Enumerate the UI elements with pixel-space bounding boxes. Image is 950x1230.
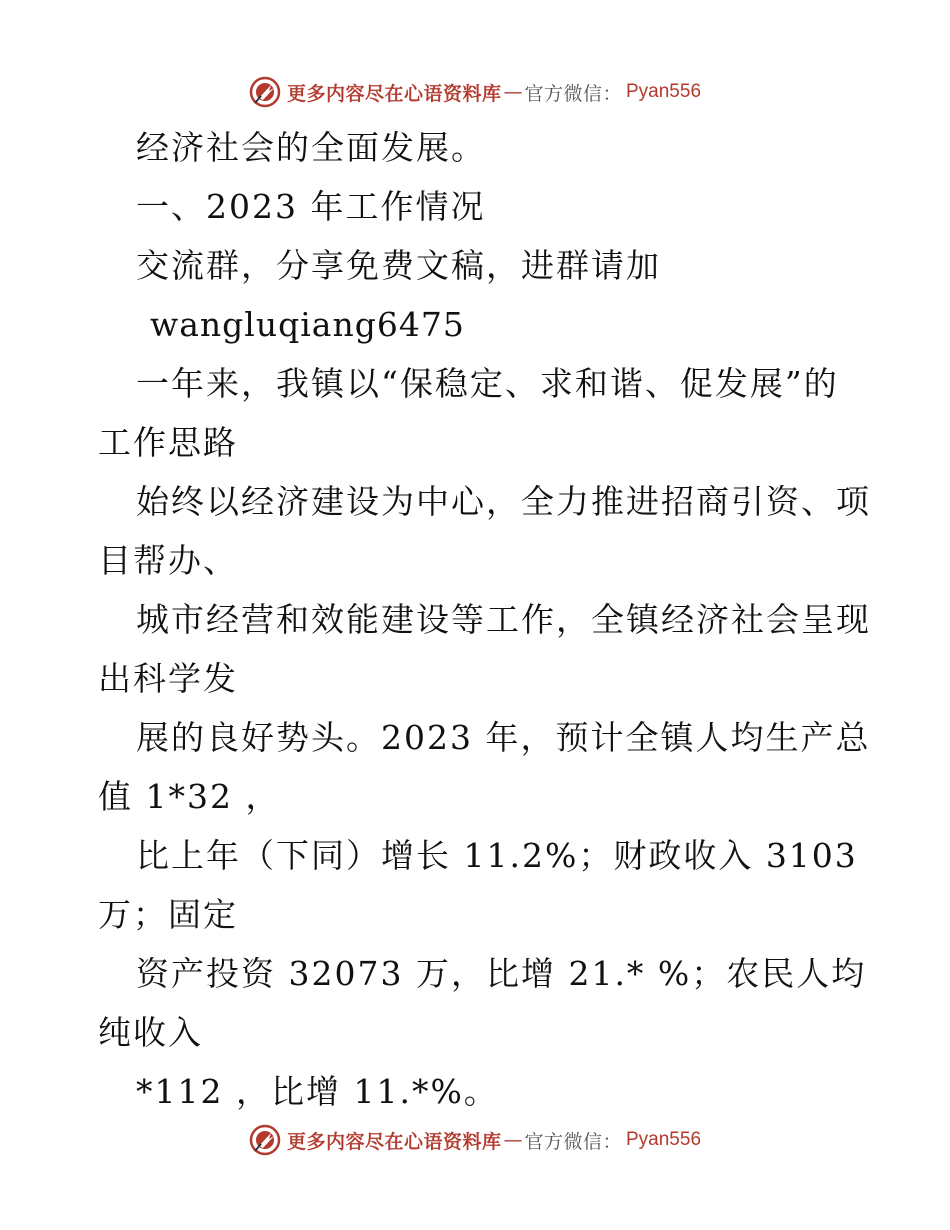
text-line: wangluqiang6475 <box>150 305 465 344</box>
text-line: 展的良好势头。2023 年，预计全镇人均生产总 <box>136 718 871 757</box>
text-line: 值 1*32 ， <box>98 777 281 816</box>
text-line: *112 ，比增 11.*%。 <box>136 1072 499 1111</box>
footer-banner <box>0 1120 950 1160</box>
banner-dash: — <box>503 1129 523 1151</box>
text-line: 工作思路 <box>98 423 238 462</box>
text-line: 出科学发 <box>98 659 238 698</box>
text-line: 比上年（下同）增长 11.2%；财政收入 3103 <box>136 836 858 875</box>
feather-seal-icon <box>249 1124 281 1156</box>
banner-wechat-label: 官方微信： <box>524 82 622 105</box>
header-banner <box>0 72 950 112</box>
text-line: 城市经营和效能建设等工作，全镇经济社会呈现 <box>136 600 871 639</box>
banner-wechat-label: 官方微信： <box>524 1130 622 1153</box>
text-line: 一年来，我镇以“保稳定、求和谐、促发展”的 <box>136 364 839 403</box>
text-line: 万；固定 <box>98 895 238 934</box>
text-line: 目帮办、 <box>98 541 238 580</box>
text-line: 交流群，分享免费文稿，进群请加 <box>136 246 661 285</box>
banner-wechat-id: Pyan556 <box>626 1129 702 1150</box>
feather-seal-icon <box>249 76 281 108</box>
banner-dash: — <box>503 81 523 103</box>
text-line: 始终以经济建设为中心，全力推进招商引资、项 <box>136 482 871 521</box>
banner-wechat-id: Pyan556 <box>626 81 702 102</box>
banner-main-text: 更多内容尽在心语资料库 <box>286 1130 502 1153</box>
text-line: 资产投资 32073 万，比增 21.* %；农民人均 <box>136 954 867 993</box>
document-body <box>98 118 871 1121</box>
text-line: 经济社会的全面发展。 <box>136 128 486 167</box>
banner-main-text: 更多内容尽在心语资料库 <box>286 82 502 105</box>
text-line: 纯收入 <box>98 1013 203 1052</box>
section-heading: 一、2023 年工作情况 <box>136 187 486 226</box>
